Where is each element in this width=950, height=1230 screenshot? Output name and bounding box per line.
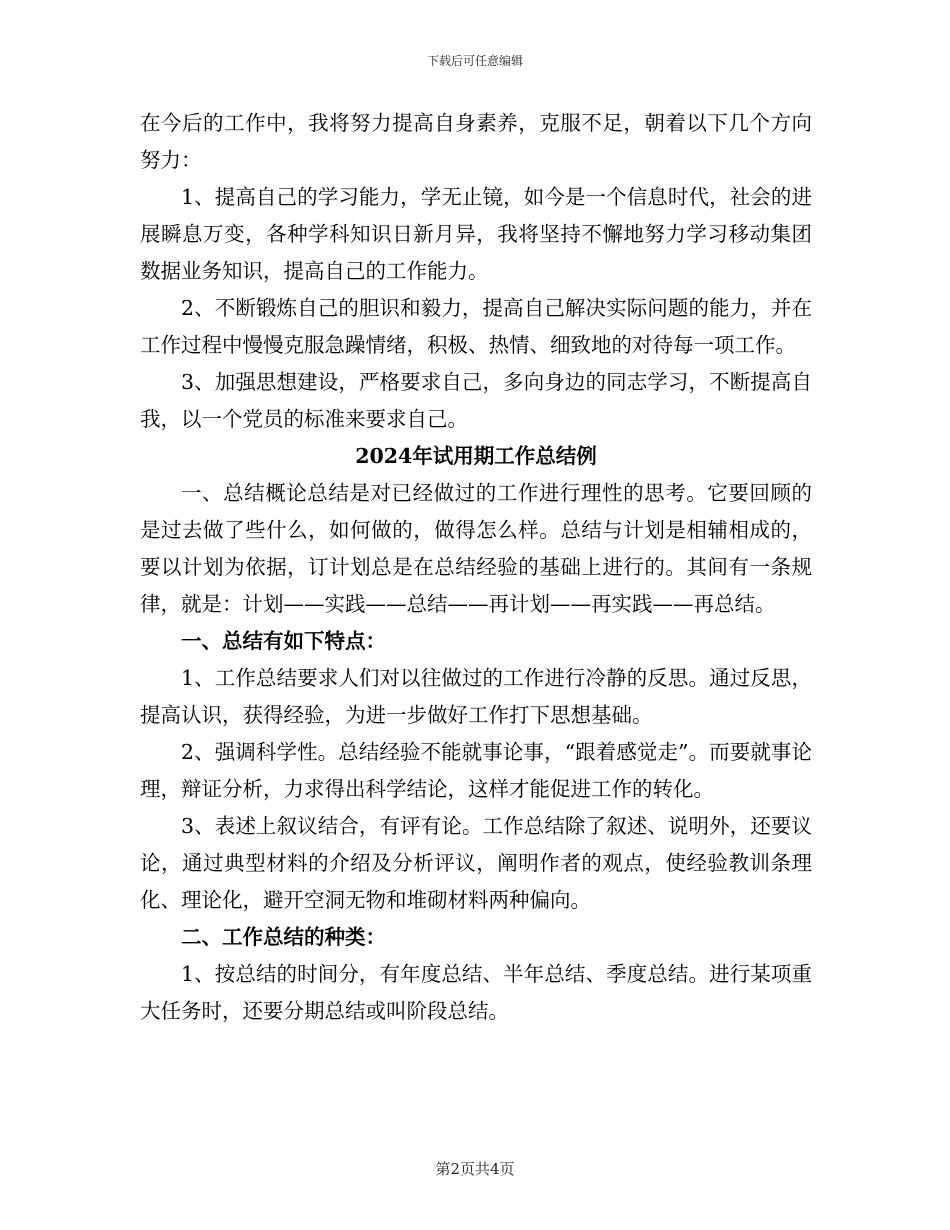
document-body [140, 105, 812, 1030]
paragraph-feature-2: 2、强调科学性。总结经验不能就事论事，“跟着感觉走”。而要就事论理，辩证分析，力求得出科学结论，这样才能促进工作的转化。 [140, 740, 812, 801]
paragraph-item-2: 2、不断锻炼自己的胆识和毅力，提高自己解决实际问题的能力，并在工作过程中慢慢克服急躁情绪，积极、热情、细致地的对待每一项工作。 [140, 296, 812, 357]
page-footer: 第2页共4页 [435, 1160, 515, 1178]
paragraph-feature-3: 3、表述上叙议结合，有评有论。工作总结除了叙述、说明外，还要议论，通过典型材料的介绍及分析评议，阐明作者的观点，使经验教训条理化、理论化，避开空洞无物和堆砌材料两种偏向。 [140, 814, 812, 912]
section-heading-types: 二、工作总结的种类： [181, 925, 386, 949]
paragraph-type-1: 1、按总结的时间分，有年度总结、半年总结、季度总结。进行某项重大任务时，还要分期总结或叫阶段总结。 [140, 962, 812, 1023]
section-heading-features: 一、总结有如下特点： [181, 629, 386, 653]
paragraph-overview: 一、总结概论总结是对已经做过的工作进行理性的思考。它要回顾的是过去做了些什么，如何做的，做得怎么样。总结与计划是相辅相成的，要以计划为依据，订计划总是在总结经验的基础上进行的。其间有一条规律，就是：计划——实践——总结——再计划——再实践——再总结。 [140, 481, 812, 616]
paragraph-item-1: 1、提高自己的学习能力，学无止镜，如今是一个信息时代，社会的进展瞬息万变，各种学科知识日新月异，我将坚持不懈地努力学习移动集团数据业务知识，提高自己的工作能力。 [140, 185, 812, 283]
paragraph-item-3: 3、加强思想建设，严格要求自己，多向身边的同志学习，不断提高自我，以一个党员的标准来要求自己。 [140, 370, 812, 431]
paragraph-intro: 在今后的工作中，我将努力提高自身素养，克服不足，朝着以下几个方向努力： [140, 111, 812, 172]
document-title: 2024年试用期工作总结例 [355, 444, 597, 468]
paragraph-feature-1: 1、工作总结要求人们对以往做过的工作进行冷静的反思。通过反思，提高认识，获得经验，为进一步做好工作打下思想基础。 [140, 666, 812, 727]
page-header: 下载后可任意编辑 [426, 54, 523, 68]
